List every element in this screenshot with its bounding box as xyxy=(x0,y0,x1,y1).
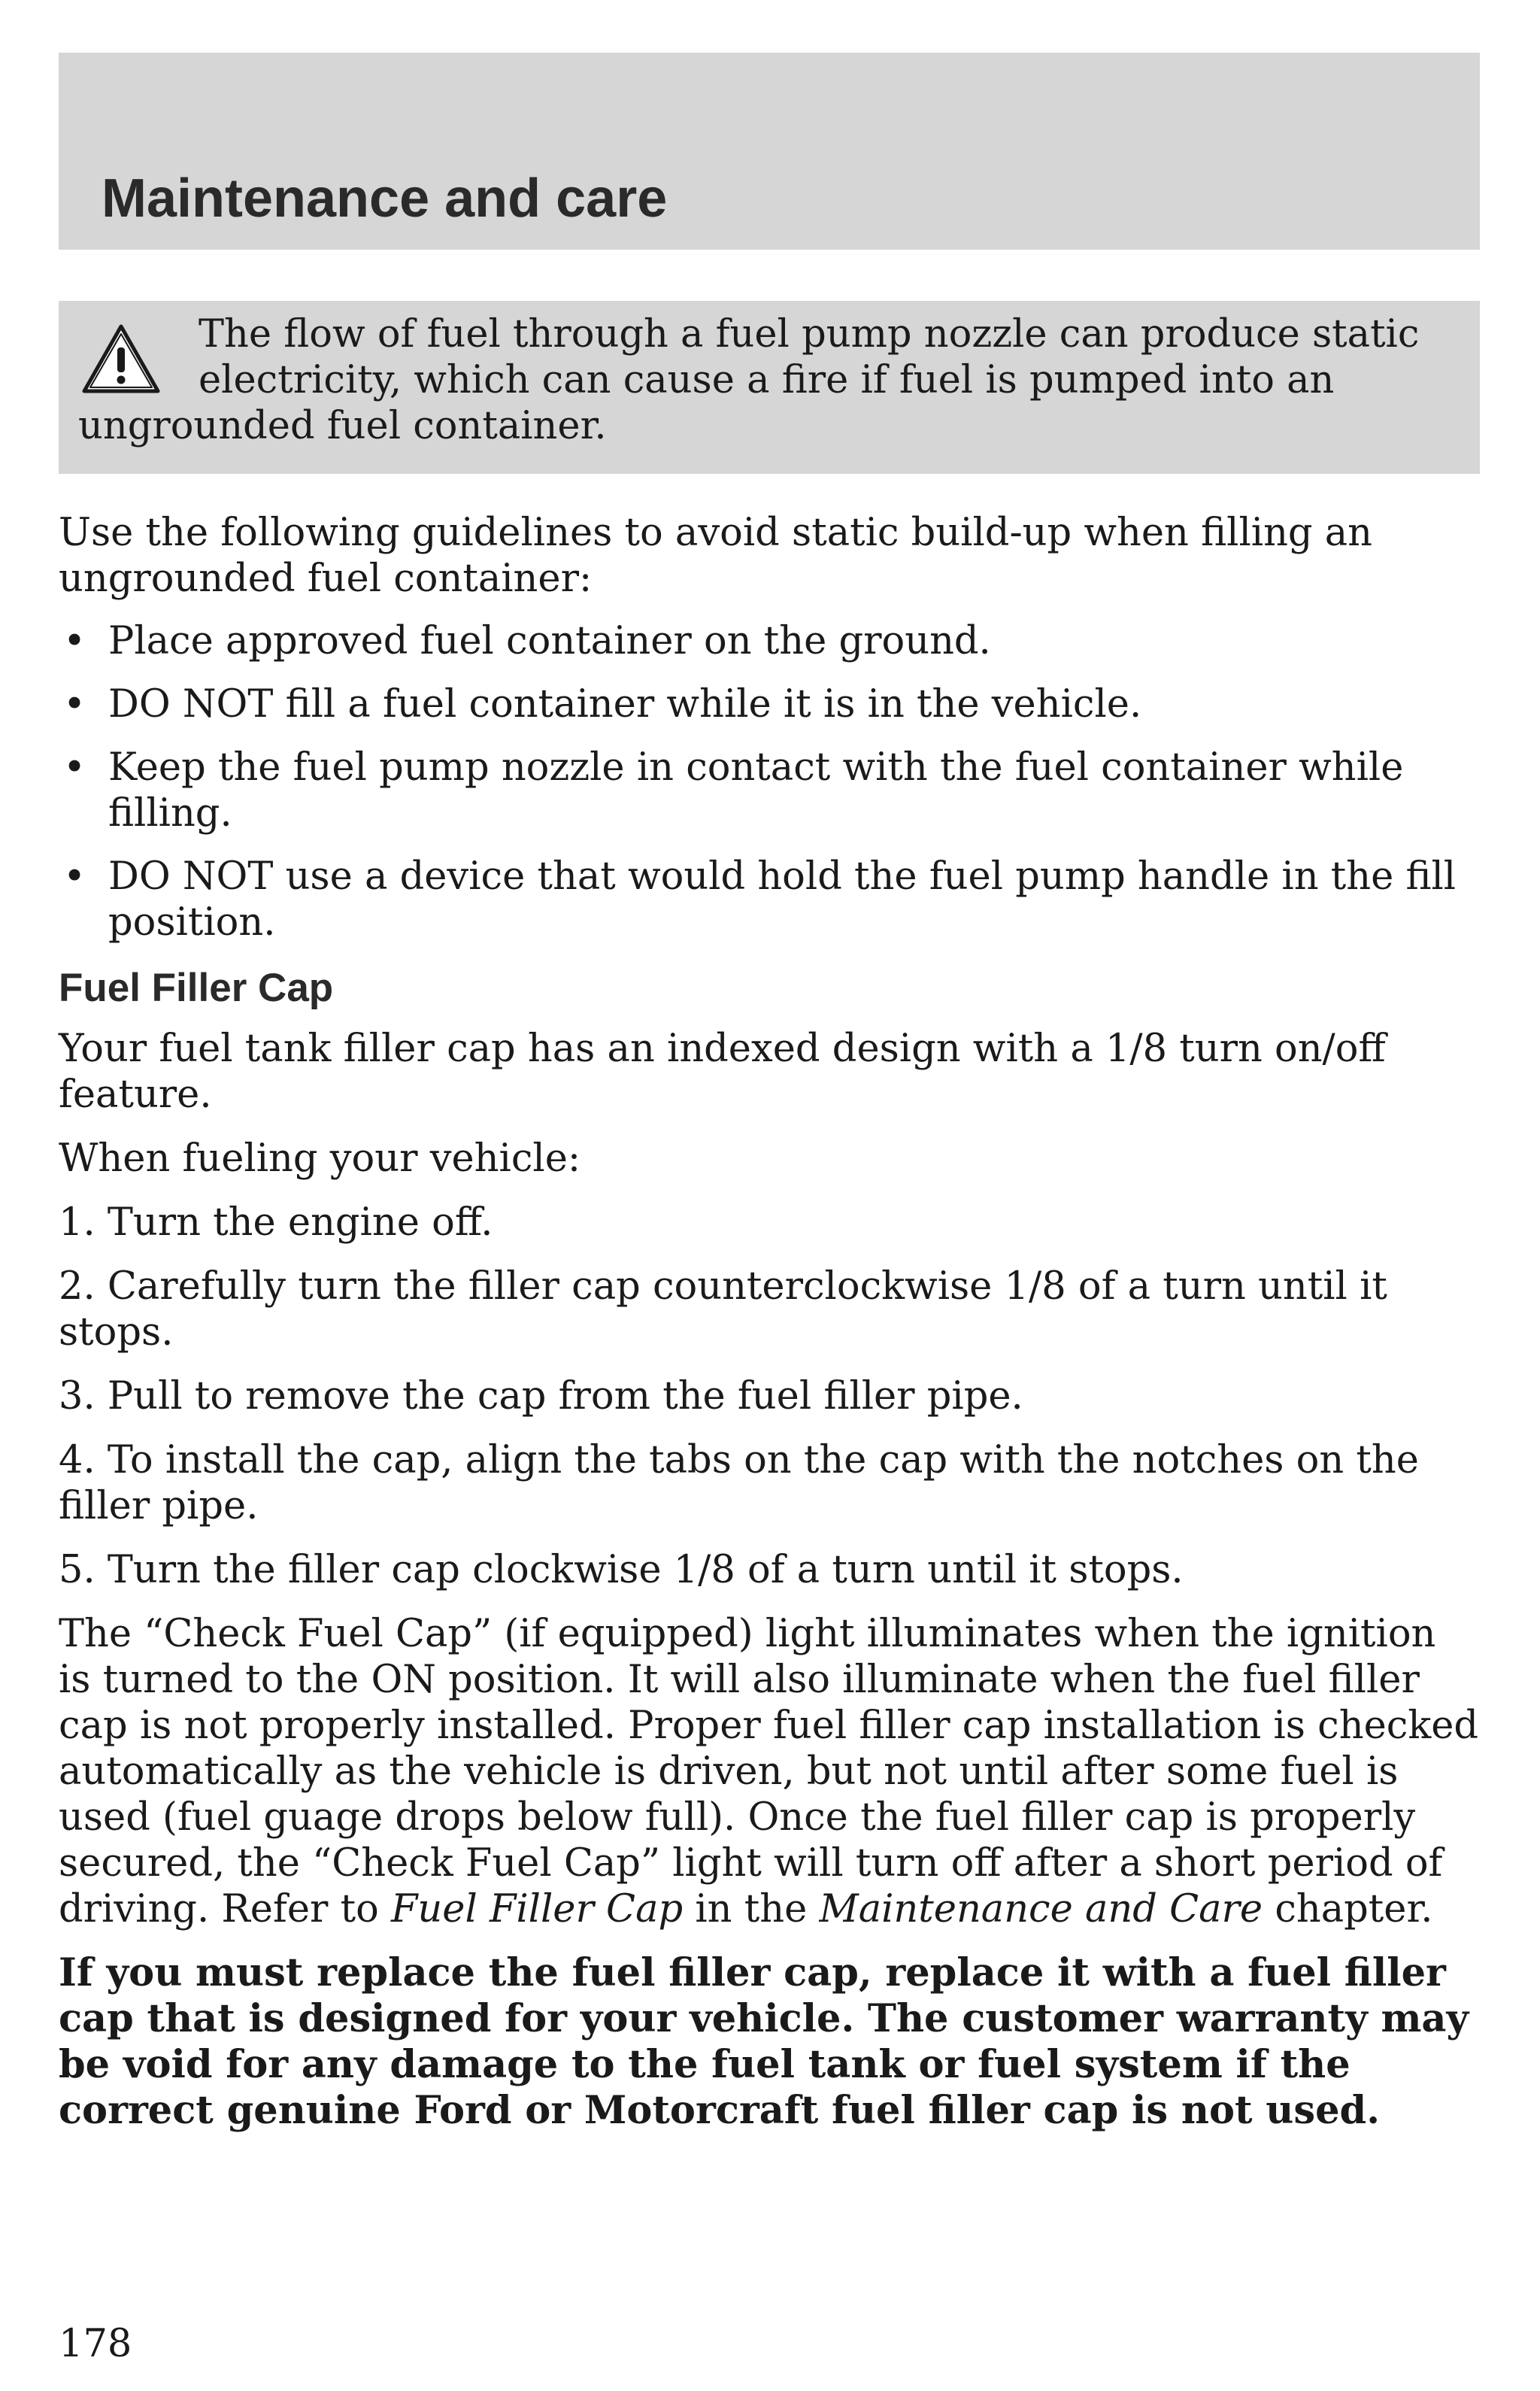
bullet-icon: • xyxy=(63,619,86,663)
step-5: 5. Turn the filler cap clockwise 1/8 of a turn until it stops. xyxy=(59,1548,1184,1592)
guidelines-list xyxy=(59,618,1480,945)
cross-reference: Fuel Filler Cap xyxy=(391,1887,684,1931)
bullet-icon: • xyxy=(63,854,86,899)
main-content xyxy=(59,510,1480,2134)
bullet-icon: • xyxy=(63,745,86,790)
section-heading: Fuel Filler Cap xyxy=(59,966,334,1010)
replacement-note: If you must replace the fuel filler cap, replace it with a fuel filler cap that is designed for your vehicle. The customer warranty may be void for any damage to the fuel tank or fuel system if the correct genuine Ford or Motorcraft fuel filler cap is not used. xyxy=(59,1950,1469,2133)
intro-paragraph: Use the following guidelines to avoid static build-up when filling an ungrounded fuel container: xyxy=(59,511,1373,601)
page-title: Maintenance and care xyxy=(102,168,668,229)
list-item: • Keep the fuel pump nozzle in contact with the fuel container while filling. xyxy=(63,745,1404,836)
filler-cap-description: Your fuel tank filler cap has an indexed design with a 1/8 turn on/off feature. xyxy=(59,1027,1386,1117)
warning-text: The flow of fuel through a fuel pump nozzle can produce static electricity, which can cause a fire if fuel is pumped into an ungrounded fuel container. xyxy=(78,312,1420,448)
list-item: • DO NOT use a device that would hold the fuel pump handle in the fill position. xyxy=(63,854,1457,945)
bullet-icon: • xyxy=(63,682,86,727)
step-2: 2. Carefully turn the filler cap counterclockwise 1/8 of a turn until it stops. xyxy=(59,1264,1387,1355)
check-fuel-cap-paragraph: The “Check Fuel Cap” (if equipped) light illuminates when the ignition is turned to the ON position. It will also illuminate when the fuel filler cap is not properly installed. Proper fuel filler cap installation is checked automatically as the vehicle is driven, but not until after some fuel is used (fuel guage drops below full). Once the fuel filler cap is properly secured, the “Check Fuel Cap” light will turn off after a short period of driving. Refer to Fuel Filler Cap in the Maintenance and Care chapter. xyxy=(59,1612,1479,1931)
step-4: 4. To install the cap, align the tabs on the cap with the notches on the filler pipe. xyxy=(59,1438,1419,1528)
list-item: • DO NOT fill a fuel container while it is in the vehicle. xyxy=(63,682,1142,727)
fueling-intro: When fueling your vehicle: xyxy=(59,1136,581,1181)
step-1: 1. Turn the engine off. xyxy=(59,1200,493,1245)
cross-reference: Maintenance and Care xyxy=(819,1887,1263,1931)
list-item: • Place approved fuel container on the ground. xyxy=(63,619,991,663)
page-number: 178 xyxy=(59,2322,132,2366)
step-3: 3. Pull to remove the cap from the fuel filler pipe. xyxy=(59,1374,1023,1419)
